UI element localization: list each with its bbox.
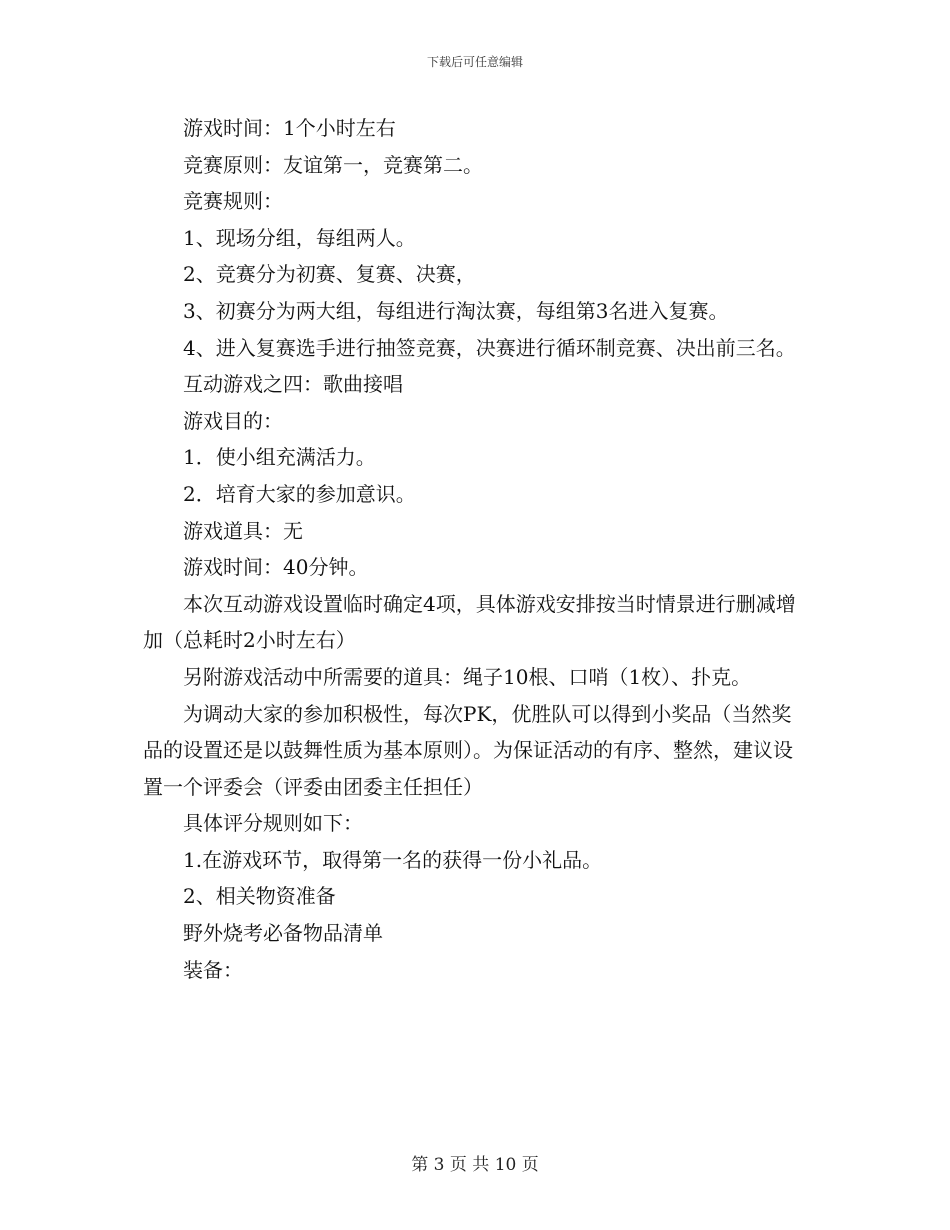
document-body [143,110,803,988]
paragraph-game-time: 游戏时间：1个小时左右 [183,116,396,140]
paragraph-materials-heading: 2、相关物资准备 [183,884,336,909]
paragraph-game-props: 游戏道具：无 [183,518,303,543]
paragraph-game-four-title: 互动游戏之四：歌曲接唱 [183,372,403,397]
paragraph-checklist-title: 野外烧考必备物品清单 [183,921,383,946]
page-footer: 第 3 页 共 10 页 [411,1155,539,1175]
paragraph-purpose-1: 1．使小组充满活力。 [183,445,376,470]
paragraph-rule-3: 3、初赛分为两大组，每组进行淘汰赛，每组第3名进入复赛。 [183,298,729,323]
page-header: 下载后可任意编辑 [426,55,523,69]
paragraph-rule-4: 4、进入复赛选手进行抽签竞赛，决赛进行循环制竞赛、决出前三名。 [183,335,796,360]
paragraph-competition-principle: 竞赛原则：友谊第一，竞赛第二。 [183,152,483,177]
paragraph-competition-rules-heading: 竞赛规则： [183,189,283,214]
paragraph-game-duration: 游戏时间：40分钟。 [183,555,369,580]
paragraph-game-purpose-heading: 游戏目的： [183,408,283,433]
paragraph-rule-2: 2、竞赛分为初赛、复赛、决赛， [183,262,476,287]
paragraph-scoring-heading: 具体评分规则如下： [183,811,363,836]
paragraph-game-arrangement: 本次互动游戏设置临时确定4项，具体游戏安排按当时情景进行删减增加（总耗时2小时左右） [143,591,796,653]
paragraph-rule-1: 1、现场分组，每组两人。 [183,225,416,250]
paragraph-equipment-heading: 装备： [183,957,243,982]
paragraph-incentive: 为调动大家的参加积极性，每次PK，优胜队可以得到小奖品（当然奖品的设置还是以鼓舞性质为基本原则）。为保证活动的有序、整然，建议设置一个评委会（评委由团委主任担任） [143,701,793,799]
paragraph-scoring-1: 1.在游戏环节，取得第一名的获得一份小礼品。 [183,847,603,872]
paragraph-props-list: 另附游戏活动中所需要的道具：绳子10根、口哨（1枚）、扑克。 [183,664,752,689]
paragraph-purpose-2: 2．培育大家的参加意识。 [183,481,416,506]
